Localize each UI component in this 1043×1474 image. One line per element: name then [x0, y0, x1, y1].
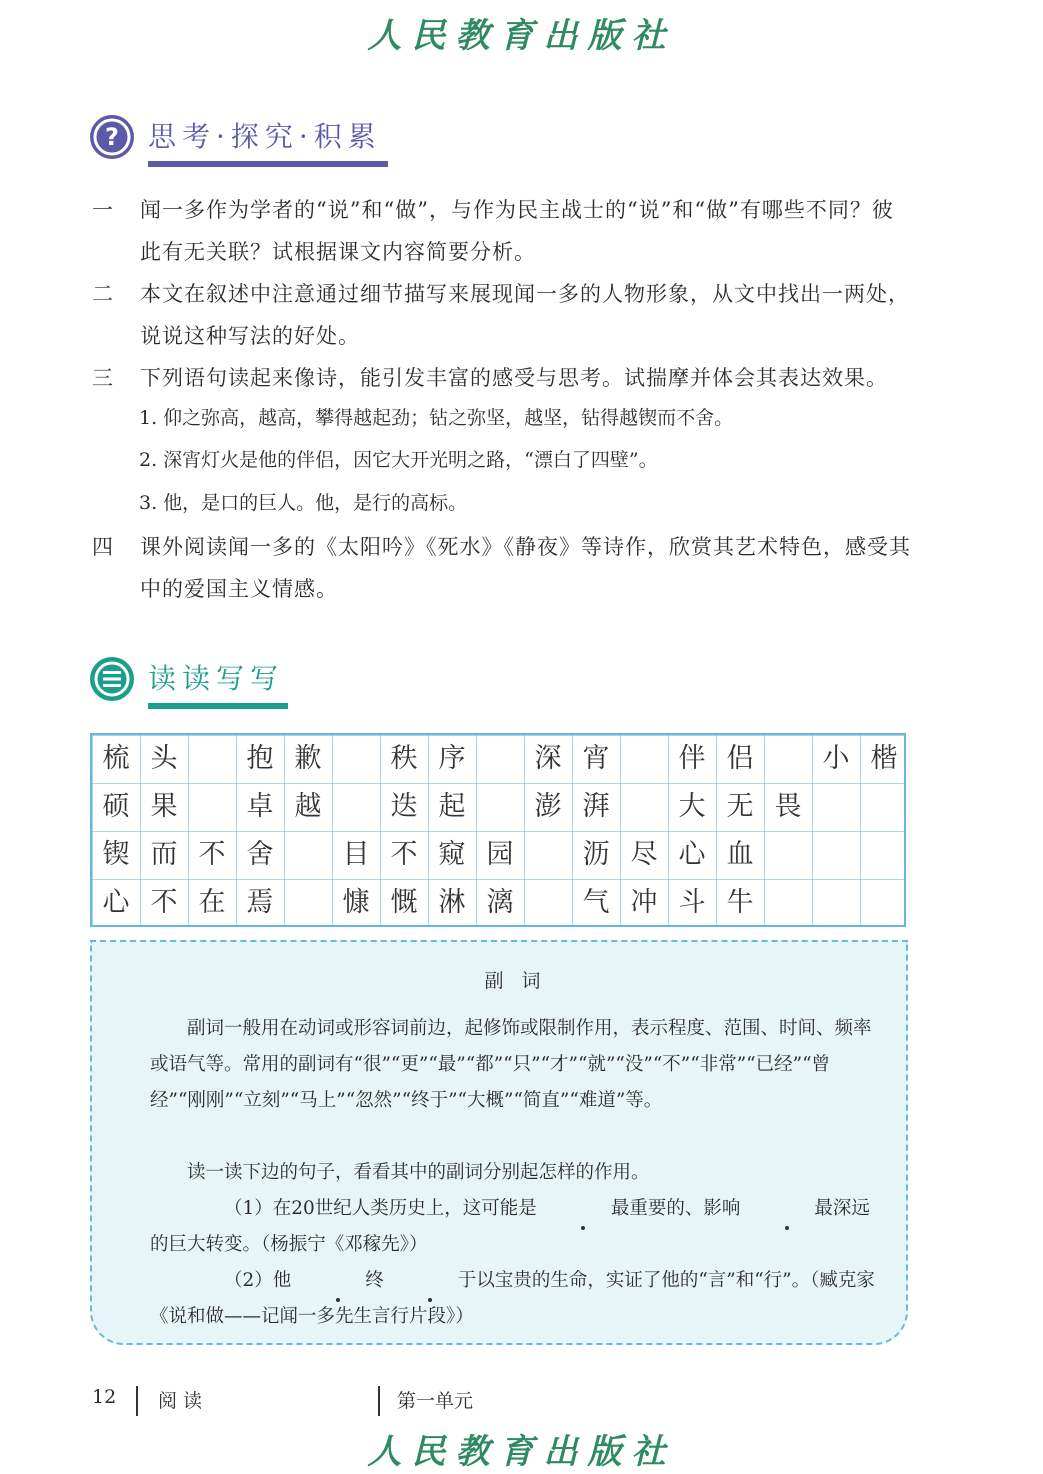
grid-char: 舍	[246, 839, 274, 870]
question-2	[92, 273, 912, 357]
sub-item-1: 1. 仰之弥高，越高，攀得越起劲；钻之弥坚，越坚，钻得越锲而不舍。	[139, 407, 734, 429]
example-text: 深远的巨大转变。（杨振宁《邓稼先》）	[150, 1198, 870, 1255]
footer-section: 阅 读	[158, 1390, 203, 1412]
example-text: （2）他	[224, 1270, 292, 1291]
example-1	[150, 1191, 885, 1263]
grid-char: 血	[726, 839, 754, 870]
publisher-header: 人民教育出版社	[367, 16, 676, 56]
question-mark-icon	[90, 115, 134, 159]
grid-char: 慷	[342, 887, 370, 918]
grid-char: 深	[534, 743, 562, 774]
grid-char: 冲	[630, 887, 658, 918]
grid-char: 不	[390, 839, 418, 870]
grid-char: 淋	[438, 887, 466, 918]
grid-char: 小	[822, 743, 850, 774]
grid-char: 焉	[246, 887, 274, 918]
grid-char: 梳	[102, 743, 130, 774]
grid-char: 畏	[774, 791, 802, 822]
grid-char: 尽	[630, 839, 658, 870]
grid-char: 锲	[102, 839, 130, 870]
grid-char: 心	[678, 839, 706, 870]
grid-char: 大	[678, 791, 706, 822]
grid-char: 侣	[726, 743, 754, 774]
box-paragraph-2: 读一读下边的句子，看看其中的副词分别起怎样的作用。	[187, 1162, 650, 1183]
grid-char: 硕	[102, 791, 130, 822]
grid-char: 起	[438, 791, 466, 822]
grid-char: 漓	[486, 887, 514, 918]
box-paragraph-1: 副词一般用在动词或形容词前边，起修饰或限制作用，表示程度、范围、时间、频率或语气等。常用的副词有“很”“更”“最”“都”“只”“才”“就”“没”“不”“非常”“已经”“曾经”“刚刚”“立刻”“马上”“忽然”“终于”“大概”“简直”“难道”等。	[150, 1018, 872, 1111]
grid-char: 果	[150, 791, 178, 822]
grid-char: 伴	[678, 743, 706, 774]
adverb-emphasis: 于	[384, 1263, 477, 1299]
section-header-thinking	[90, 115, 388, 167]
adverb-emphasis: 终	[291, 1263, 384, 1299]
grid-char: 澎	[534, 791, 562, 822]
grid-char: 湃	[582, 791, 610, 822]
grid-char: 在	[198, 887, 226, 918]
example-text: （1）在20世纪人类历史上，这可能是	[224, 1198, 537, 1219]
grid-char: 楷	[870, 743, 898, 774]
list-lines-icon	[90, 657, 134, 701]
example-text: 重要的、影响	[629, 1198, 741, 1219]
section-header-read-write	[90, 657, 288, 709]
character-grid	[90, 733, 906, 927]
example-2	[150, 1263, 885, 1335]
grid-char: 斗	[678, 887, 706, 918]
grid-char: 心	[102, 887, 130, 918]
grid-char: 气	[582, 887, 610, 918]
question-text: 下列语句读起来像诗，能引发丰富的感受与思考。试揣摩并体会其表达效果。	[140, 366, 888, 390]
grid-char: 不	[150, 887, 178, 918]
box-title: 副词	[484, 970, 559, 992]
grid-char: 头	[150, 743, 178, 774]
grid-char: 序	[438, 743, 466, 774]
grid-char: 沥	[582, 839, 610, 870]
publisher-footer: 人民教育出版社	[367, 1432, 676, 1472]
grid-char: 而	[150, 839, 178, 870]
footer-unit: 第一单元	[397, 1390, 474, 1412]
question-3	[92, 357, 912, 399]
grid-char: 秩	[390, 743, 418, 774]
svg-text:?: ?	[105, 123, 119, 151]
question-1	[92, 189, 912, 273]
question-4	[92, 526, 912, 610]
section-title: 读读写写	[148, 657, 288, 709]
grid-char: 迭	[390, 791, 418, 822]
sub-item-3: 3. 他，是口的巨人。他，是行的高标。	[139, 492, 468, 514]
footer-divider	[378, 1386, 380, 1416]
question-number: 三	[92, 366, 113, 390]
question-text: 闻一多作为学者的“说”和“做”，与作为民主战士的“说”和“做”有哪些不同？彼此有无关联？试根据课文内容简要分析。	[140, 198, 894, 264]
grid-char: 抱	[246, 743, 274, 774]
adverb-emphasis: 最	[537, 1191, 630, 1227]
footer-divider	[136, 1386, 138, 1416]
question-text: 本文在叙述中注意通过细节描写来展现闻一多的人物形象，从文中找出一两处，说说这种写法的好处。	[140, 282, 910, 348]
grid-char: 窥	[438, 839, 466, 870]
grid-char: 宵	[582, 743, 610, 774]
grid-char: 园	[486, 839, 514, 870]
page-number: 12	[92, 1386, 117, 1408]
section-title: 思考·探究·积累	[148, 115, 388, 167]
question-number: 四	[92, 535, 113, 559]
grid-char: 卓	[246, 791, 274, 822]
grid-char: 牛	[726, 887, 754, 918]
grid-char: 无	[726, 791, 754, 822]
grid-char: 越	[294, 791, 322, 822]
grid-char: 不	[198, 839, 226, 870]
grid-char: 目	[342, 839, 370, 870]
grid-char: 歉	[294, 743, 322, 774]
example-text: 以宝贵的生命，实证了他的“言”和“行”。（臧克家《说和做——记闻一多先生言行片段》）	[150, 1270, 875, 1327]
adverb-emphasis: 最	[740, 1191, 833, 1227]
grid-char: 慨	[390, 887, 418, 918]
question-number: 一	[92, 198, 113, 222]
sub-item-2: 2. 深宵灯火是他的伴侣，因它大开光明之路，“漂白了四壁”。	[139, 449, 658, 471]
question-text: 课外阅读闻一多的《太阳吟》《死水》《静夜》等诗作，欣赏其艺术特色，感受其中的爱国主义情感。	[140, 535, 911, 601]
question-number: 二	[92, 282, 113, 306]
